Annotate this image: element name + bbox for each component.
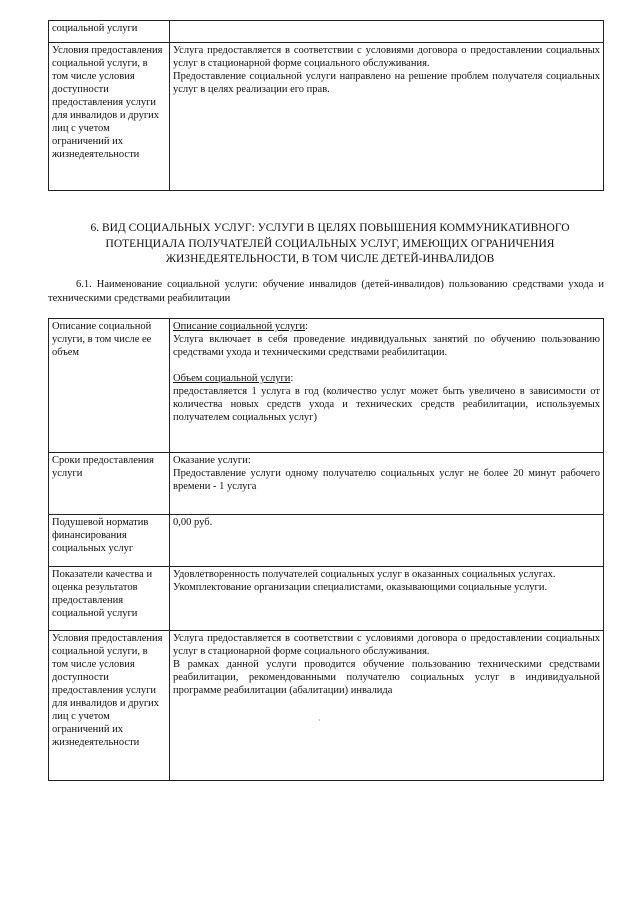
r1-label: Описание социальной услуги, в том числе ее объем (49, 319, 170, 453)
r2-title: Оказание услуги: (173, 455, 251, 466)
top-row1-value (170, 43, 604, 191)
top-row0-value (170, 21, 604, 43)
r2-text: Предоставление услуги одному получателю социальных услуг не более 20 минут рабочего времени - 1 услуга (173, 468, 600, 492)
r4-para1: Удовлетворенность получателей социальных услуг в оказанных социальных услугах. (173, 569, 556, 580)
r1-vol-text: предоставляется 1 услуга в год (количество услуг может быть увеличено в зависимости от количества новых средств ухода и технических средств реабилитации, используемых получателем социальных услуг) (173, 386, 600, 423)
top-table (48, 20, 604, 191)
r4-label: Показатели качества и оценка результатов предоставления социальной услуги (49, 567, 170, 631)
subheading-text: 6.1. Наименование социальной услуги: обучение инвалидов (детей-инвалидов) пользованию средствами ухода и техническими средствами реабилитации (48, 279, 604, 304)
r1-desc-title: Описание социальной услуги (173, 321, 306, 332)
r5-para2: В рамках данной услуги проводится обучение пользованию техническими средствами реабилитации, рекомендованными получателю социальных услуг в индивидуальной программе реабилитации (абалитации) инвалида (173, 659, 600, 696)
r5-para1: Услуга предоставляется в соответствии с условиями договора о предоставлении социальных услуг в стационарной форме социального обслуживания. (173, 633, 600, 657)
section-subheading (48, 278, 604, 306)
r5-value (170, 631, 604, 781)
top-row1-para1: Услуга предоставляется в соответствии с условиями договора о предоставлении социальных услуг в стационарной форме социального обслуживания. (173, 45, 600, 69)
section-heading: 6. ВИД СОЦИАЛЬНЫХ УСЛУГ: УСЛУГИ В ЦЕЛЯХ ПОВЫШЕНИЯ КОММУНИКАТИВНОГО ПОТЕНЦИАЛА ПОЛУЧАТЕЛЕЙ СОЦИАЛЬНЫХ УСЛУГ, ИМЕЮЩИХ ОГРАНИЧЕНИЯ ЖИЗНЕДЕЯТЕЛЬНОСТИ, В ТОМ ЧИСЛЕ ДЕТЕЙ-ИНВАЛИДОВ (90, 222, 570, 265)
main-table (48, 318, 604, 781)
r4-value (170, 567, 604, 631)
r4-para2: Укомплектование организации специалистами, оказывающими социальные услуги. (173, 582, 548, 593)
r1-desc-text: Услуга включает в себя проведение индивидуальных занятий по обучению пользованию средствами ухода и техническими средствами реабилитации. (173, 334, 600, 358)
r2-label: Сроки предоставления услуги (49, 453, 170, 515)
r1-value: Описание социальной услуги: Услуга включает в себя проведение индивидуальных занятий по обучению пользованию средствами ухода и техническими средствами реабилитации. Объем социальной услуги: предоставляется 1 услуга в год (количество услуг может быть увеличено в зависимости от количества новых средств ухода и технических средств реабилитации, используемых получателем социальных услуг) (170, 319, 604, 453)
stray-mark: · (318, 716, 321, 725)
top-row1-label: Условия предоставления социальной услуги, в том числе условия доступности предоставления услуги для инвалидов и других лиц с учетом ограничений их жизнедеятельности (49, 43, 170, 191)
r3-value: 0,00 руб. (170, 515, 604, 567)
top-row0-label: социальной услуги (49, 21, 170, 43)
r2-value (170, 453, 604, 515)
r5-label: Условия предоставления социальной услуги, в том числе условия доступности предоставления услуги для инвалидов и других лиц с учетом ограничений их жизнедеятельности (49, 631, 170, 781)
top-row1-para2: Предоставление социальной услуги направлено на решение проблем получателя социальных услуг в целях реализации его прав. (173, 71, 600, 95)
r1-vol-title: Объем социальной услуги (173, 373, 291, 384)
r3-label: Подушевой норматив финансирования социальных услуг (49, 515, 170, 567)
